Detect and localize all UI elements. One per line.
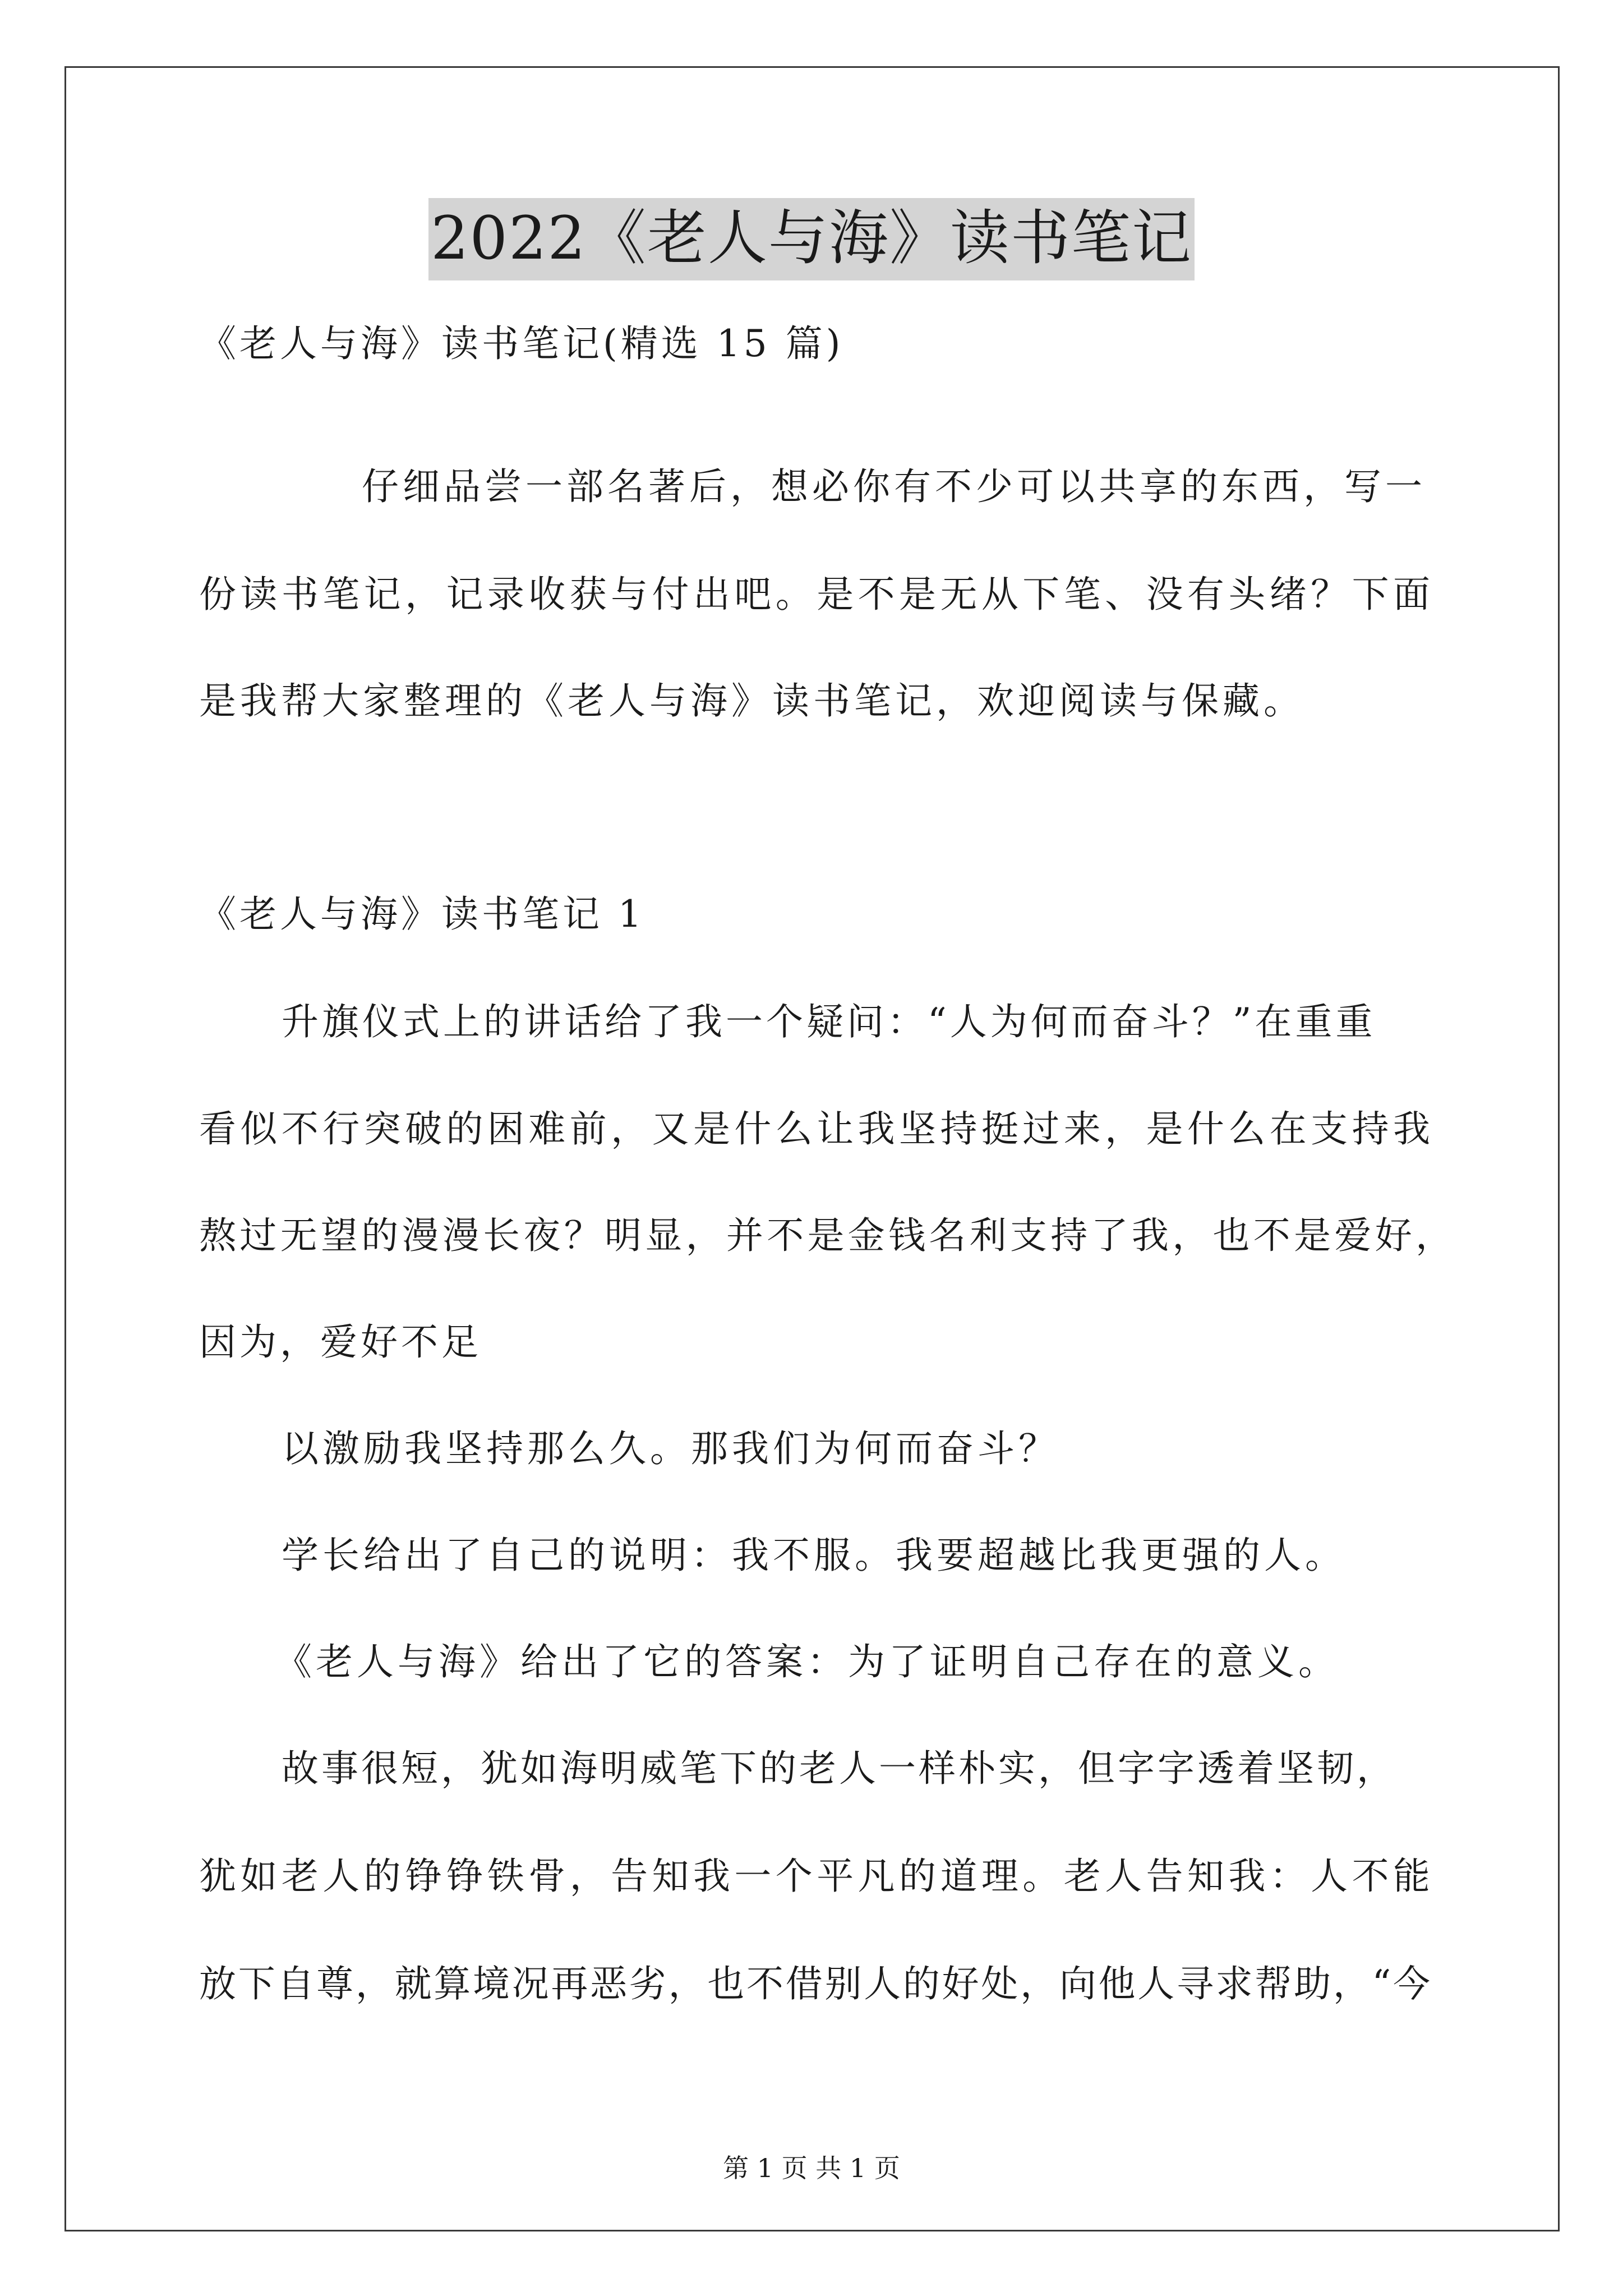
paragraph-line: 犹如老人的铮铮铁骨，告知我一个平凡的道理。老人告知我：人不能 — [199, 1855, 1430, 1898]
paragraph-line: 《老人与海》给出了它的答案：为了证明自己存在的意义。 — [275, 1640, 1339, 1683]
paragraph-line: 因为，爱好不足 — [199, 1320, 482, 1364]
paragraph-line: 是我帮大家整理的《老人与海》读书笔记，欢迎阅读与保藏。 — [199, 679, 1304, 723]
paragraph-line: 份读书笔记，记录收获与付出吧。是不是无从下笔、没有头绪？下面 — [199, 573, 1430, 616]
paragraph-line: 学长给出了自己的说明：我不服。我要超越比我更强的人。 — [282, 1534, 1346, 1577]
paragraph-line: 故事很短，犹如海明威笔下的老人一样朴实，但字字透着坚韧， — [282, 1747, 1396, 1790]
paragraph-line: 以激励我坚持那么久。那我们为何而奋斗？ — [282, 1427, 1059, 1470]
page-number: 第 1 页 共 1 页 — [723, 2153, 900, 2183]
paragraph-line: 仔细品尝一部名著后，想必你有不少可以共享的东西，写一 — [362, 465, 1426, 508]
paragraph-line: 熬过无望的漫漫长夜？明显，并不是金钱名利支持了我，也不是爱好， — [199, 1214, 1453, 1257]
paragraph-line: 放下自尊，就算境况再恶劣，也不借别人的好处，向他人寻求帮助，“今 — [199, 1962, 1430, 2005]
document-title-text: 2022《老人与海》读书笔记 — [428, 198, 1195, 280]
document-title — [0, 199, 1623, 278]
section-heading: 《老人与海》读书笔记 1 — [199, 892, 645, 936]
paragraph-line: 升旗仪式上的讲话给了我一个疑问：“人为何而奋斗？”在重重 — [282, 1000, 1376, 1043]
subtitle-line: 《老人与海》读书笔记(精选 15 篇) — [199, 322, 844, 365]
paragraph-line: 看似不行突破的困难前，又是什么让我坚持挺过来，是什么在支持我 — [199, 1107, 1430, 1151]
